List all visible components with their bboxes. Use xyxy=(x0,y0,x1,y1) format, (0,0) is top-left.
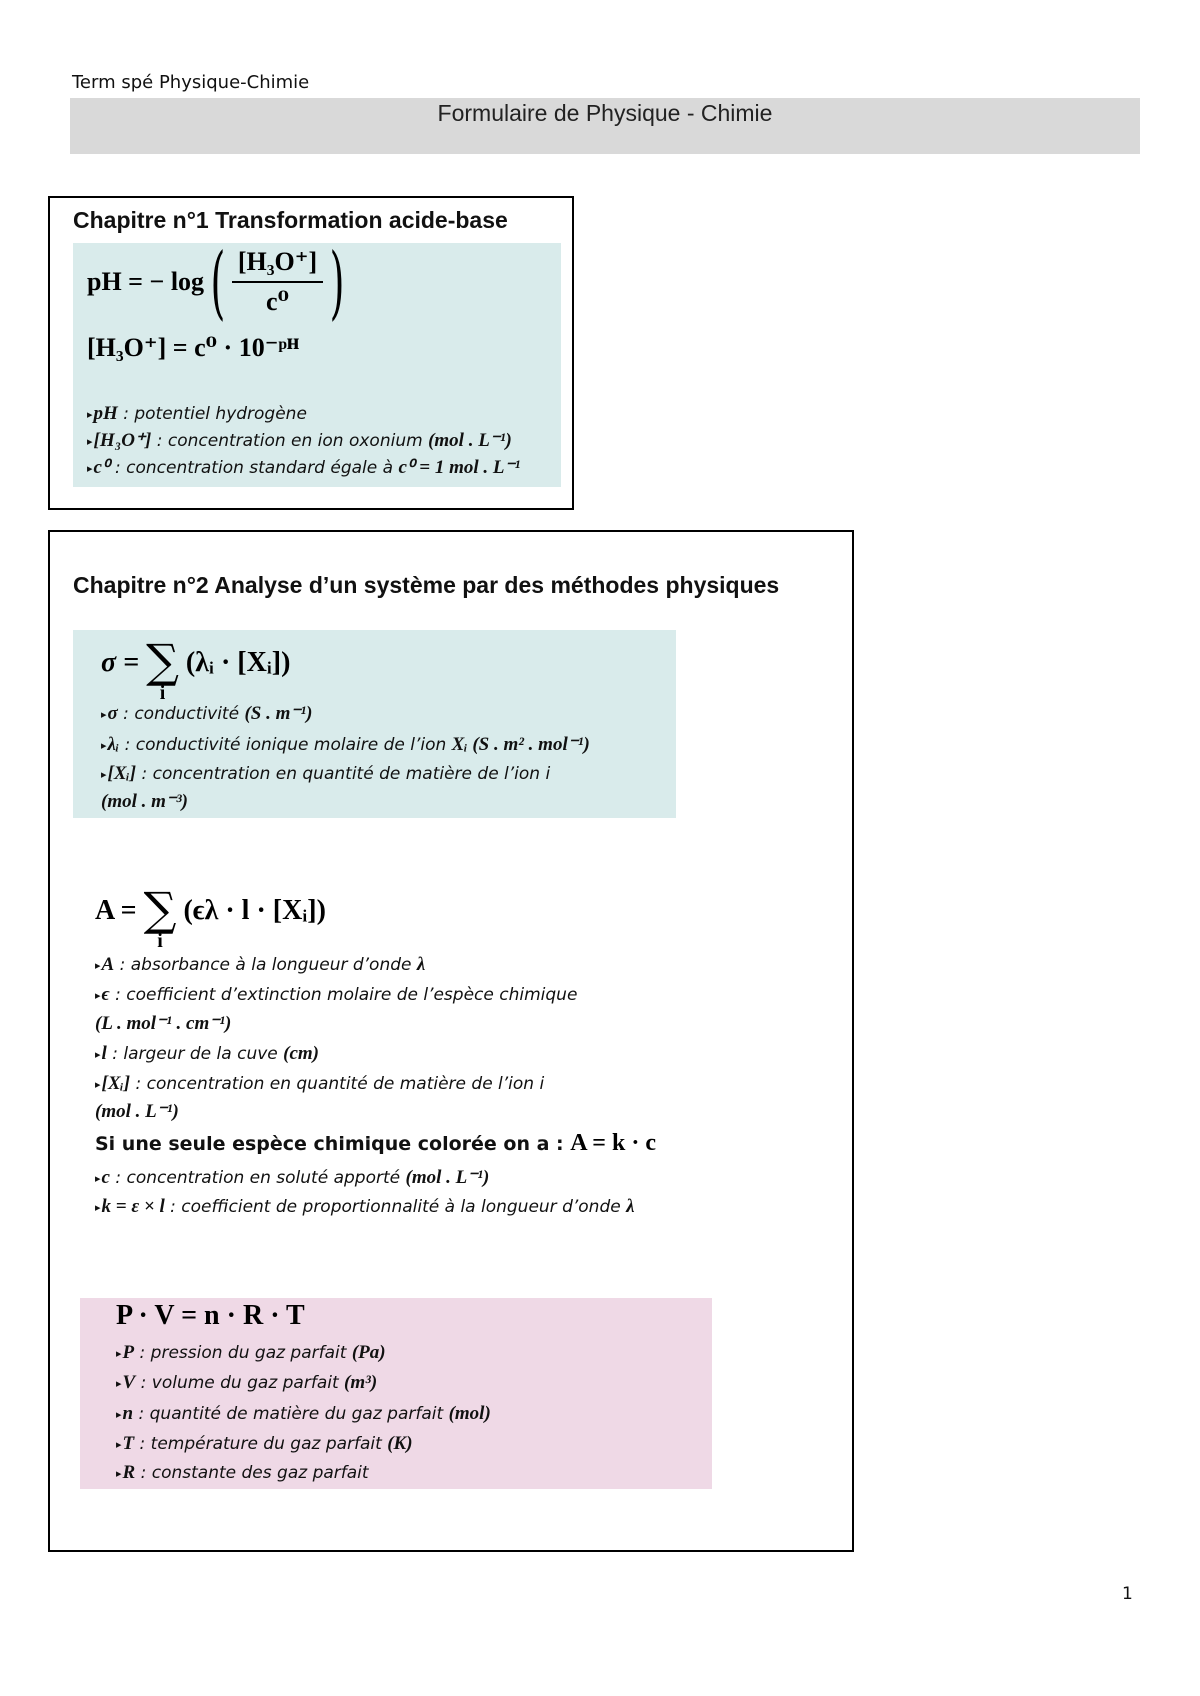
note-unit: (mol) xyxy=(448,1403,491,1424)
page-number: 1 xyxy=(1122,1584,1133,1604)
title-bar xyxy=(70,98,1140,154)
cond-unit-line xyxy=(101,790,188,813)
abs-note-3 xyxy=(95,1043,319,1065)
note-text: : quantité de matière du gaz parfait xyxy=(133,1404,449,1424)
cond-note-3 xyxy=(101,763,550,785)
note-unit: (mol . L⁻¹) xyxy=(405,1167,490,1188)
bullet-icon: ▸ xyxy=(116,1347,122,1360)
note-text: : concentration en ion oxonium xyxy=(151,431,429,451)
conductivity-formula xyxy=(101,634,291,704)
note-symbol: [Xᵢ] xyxy=(101,1073,131,1094)
abs-unit-line-2 xyxy=(95,1100,179,1123)
sum-symbol: ∑ xyxy=(143,882,177,936)
abs-note-1 xyxy=(95,954,425,976)
ch1-note-2 xyxy=(87,429,512,452)
note-symbol: T xyxy=(122,1433,135,1454)
ph-formula-lhs: pH = − log xyxy=(87,267,205,296)
single-species-line xyxy=(95,1130,656,1157)
note-symbol: λᵢ xyxy=(107,734,120,755)
gas-note-4 xyxy=(116,1433,413,1455)
abs-unit-line-1 xyxy=(95,1012,231,1035)
bullet-icon: ▸ xyxy=(95,1078,101,1091)
note-unit: (K) xyxy=(387,1433,413,1454)
note-unit: (Pa) xyxy=(351,1342,386,1363)
abs-note-4 xyxy=(95,1073,544,1095)
note-symbol: A xyxy=(101,954,115,975)
ch1-note-1 xyxy=(87,403,307,425)
absorbance-rhs: (ϵλ · l · [Xᵢ]) xyxy=(183,895,326,926)
cond-note-2 xyxy=(101,733,590,756)
note-symbol: k = ε × l xyxy=(101,1196,165,1217)
absorbance-formula xyxy=(95,882,326,952)
note-unit: (cm) xyxy=(283,1043,320,1064)
ideal-gas-panel xyxy=(80,1298,712,1489)
ph-formula xyxy=(87,235,345,329)
sum-symbol: ∑ xyxy=(146,634,179,688)
abs-note-6 xyxy=(95,1196,635,1218)
single-species-text: Si une seule espèce chimique colorée on a : xyxy=(95,1133,571,1155)
chapter1-formula-panel xyxy=(73,235,561,487)
sum-index: i xyxy=(157,930,163,952)
absorbance-lhs: A = xyxy=(95,895,137,926)
bullet-icon: ▸ xyxy=(95,1172,101,1185)
bullet-icon: ▸ xyxy=(101,739,107,752)
note-symbol: [H₃O⁺] xyxy=(93,430,152,451)
note-unit: (S . m⁻¹) xyxy=(244,703,313,724)
ideal-gas-formula: P · V = n · R · T xyxy=(116,1300,305,1331)
bullet-icon: ▸ xyxy=(116,1467,122,1480)
sum-icon xyxy=(146,634,179,704)
bullet-icon: ▸ xyxy=(116,1377,122,1390)
note-unit: (mol . m⁻³) xyxy=(101,791,188,812)
note-symbol: n xyxy=(122,1403,134,1424)
note-symbol: pH xyxy=(93,403,118,424)
note-symbol: [Xᵢ] xyxy=(107,763,137,784)
note-symbol: c xyxy=(101,1167,110,1188)
note-unit: (L . mol⁻¹ . cm⁻¹) xyxy=(95,1013,232,1034)
note-text: : concentration standard égale à xyxy=(109,458,399,478)
chapter2-title: Chapitre n°2 Analyse d’un système par des méthodes physiques xyxy=(73,572,780,598)
note-unit: c⁰ = 1 mol . L⁻¹ xyxy=(398,457,521,478)
right-paren: ) xyxy=(329,235,345,329)
gas-note-3 xyxy=(116,1403,491,1425)
note-unit: (mol . L⁻¹) xyxy=(95,1101,179,1122)
ch1-note-3 xyxy=(87,456,520,479)
note-text: : conductivité ionique molaire de l’ion xyxy=(119,735,452,755)
conductivity-panel xyxy=(73,630,676,818)
note-unit: λ xyxy=(416,954,426,975)
single-species-formula: A = k · c xyxy=(570,1130,656,1156)
course-label: Term spé Physique-Chimie xyxy=(72,72,310,93)
bullet-icon: ▸ xyxy=(101,708,107,721)
bullet-icon: ▸ xyxy=(116,1408,122,1421)
note-text: : conductivité xyxy=(117,704,245,724)
sum-icon xyxy=(143,882,177,952)
note-unit: λ xyxy=(626,1196,635,1217)
bullet-icon: ▸ xyxy=(87,408,93,421)
note-symbol: V xyxy=(122,1372,136,1393)
bullet-icon: ▸ xyxy=(95,1048,101,1061)
h3o-formula: [H₃O⁺] = c⁰ · 10⁻ᵖᴴ xyxy=(87,333,300,362)
bullet-icon: ▸ xyxy=(95,1201,101,1214)
note-symbol: ϵ xyxy=(101,984,110,1005)
note-text: : température du gaz parfait xyxy=(134,1434,388,1454)
note-unit: (m³) xyxy=(344,1372,378,1393)
gas-note-1 xyxy=(116,1342,386,1364)
gas-note-2 xyxy=(116,1372,377,1394)
note-text: : largeur de la cuve xyxy=(106,1044,284,1064)
note-text: : coefficient de proportionnalité à la longueur d’onde xyxy=(164,1197,627,1217)
note-text: : constante des gaz parfait xyxy=(135,1463,369,1483)
note-text: : potentiel hydrogène xyxy=(117,404,307,424)
chapter1-title: Chapitre n°1 Transformation acide-base xyxy=(73,207,508,233)
sum-index: i xyxy=(159,682,166,704)
abs-note-5 xyxy=(95,1166,489,1189)
bullet-icon: ▸ xyxy=(95,959,101,972)
ph-numerator: [H₃O⁺] xyxy=(232,247,323,283)
note-text: : concentration en soluté apporté xyxy=(109,1168,406,1188)
abs-note-2 xyxy=(95,984,577,1006)
bullet-icon: ▸ xyxy=(101,768,107,781)
note-text: : volume du gaz parfait xyxy=(135,1373,345,1393)
note-symbol: P xyxy=(122,1342,135,1363)
note-text: : pression du gaz parfait xyxy=(134,1343,352,1363)
bullet-icon: ▸ xyxy=(95,989,101,1002)
note-text: : concentration en quantité de matière de l’ion i xyxy=(136,764,551,784)
note-symbol: c⁰ xyxy=(93,457,110,478)
note-text: : concentration en quantité de matière de l’ion i xyxy=(130,1074,545,1094)
note-symbol: l xyxy=(101,1043,107,1064)
bullet-icon: ▸ xyxy=(87,435,93,448)
note-symbol: R xyxy=(122,1462,136,1483)
sigma-lhs: σ = xyxy=(101,647,140,678)
ph-denominator: c⁰ xyxy=(266,287,289,316)
note-unit: Xᵢ (S . m² . mol⁻¹) xyxy=(451,734,590,755)
document-title: Formulaire de Physique - Chimie xyxy=(437,100,773,126)
note-unit: (mol . L⁻¹) xyxy=(428,430,512,451)
conductivity-rhs: (λᵢ · [Xᵢ]) xyxy=(185,647,291,678)
ph-fraction xyxy=(232,247,323,317)
bullet-icon: ▸ xyxy=(87,462,93,475)
note-symbol: σ xyxy=(107,703,118,724)
gas-note-5 xyxy=(116,1462,369,1484)
note-text: : absorbance à la longueur d’onde xyxy=(114,955,417,975)
bullet-icon: ▸ xyxy=(116,1438,122,1451)
cond-note-1 xyxy=(101,702,312,725)
left-paren: ( xyxy=(210,235,226,329)
note-text: : coefficient d’extinction molaire de l’espèce chimique xyxy=(109,985,578,1005)
